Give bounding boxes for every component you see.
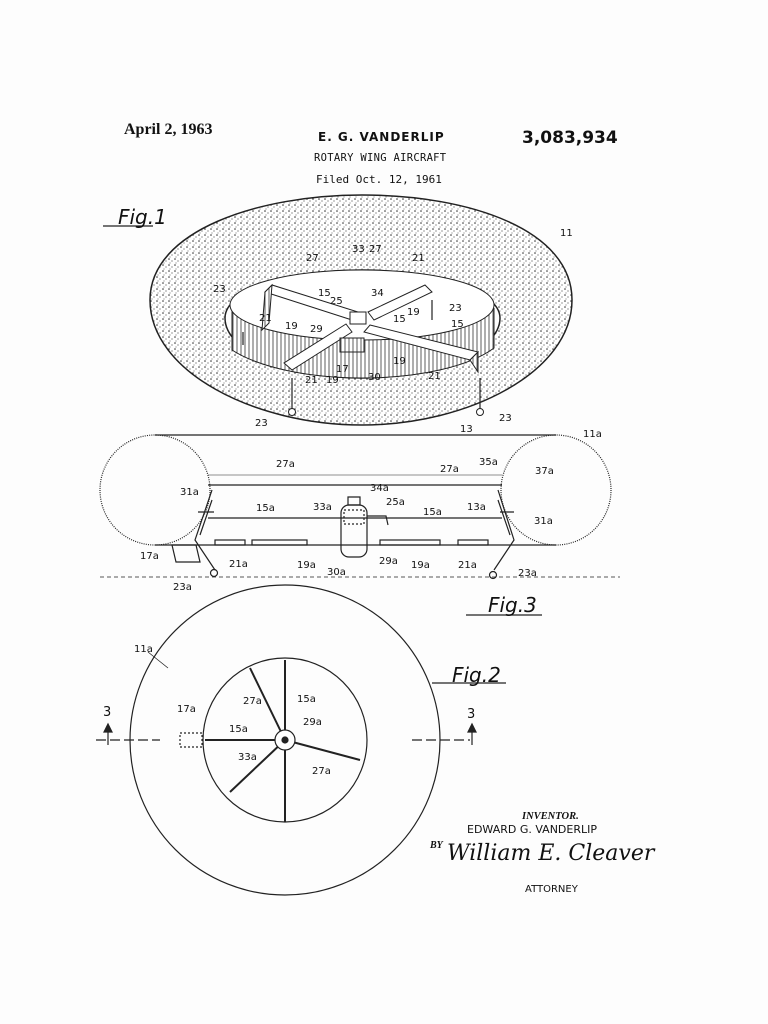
fig2-label: 15a [297,694,316,705]
fig3-label: 34a [370,483,389,494]
fig1-label: 21 [428,371,441,382]
fig1-label: 15 [318,288,331,299]
fig3-label: 27a [276,459,295,470]
fig1-label: 27 [306,253,319,264]
fig2-label: 29a [303,717,322,728]
fig1-label: 11 [560,228,573,239]
attorney-label: ATTORNEY [525,884,578,895]
fig3-label: 37a [535,466,554,477]
fig-3-label: Fig.3 [488,593,537,617]
fig3-label: 15a [423,507,442,518]
fig3-label: 30a [327,567,346,578]
fig3-label: 31a [534,516,553,527]
fig1-label: 17 [336,364,349,375]
section-line-label: 3 [103,705,112,720]
fig1-label: 33 [352,244,365,255]
fig1-label: 15 [451,319,464,330]
fig1-label: 29 [310,324,323,335]
fig3-label: 35a [479,457,498,468]
figure-2-drawing [96,585,506,895]
fig1-label: 21 [305,375,318,386]
filed-date: Filed Oct. 12, 1961 [316,173,442,186]
fig-1-label: Fig.1 [118,205,167,229]
fig2-label: 17a [177,704,196,715]
fig3-label: 23a [518,568,537,579]
fig3-label: 19a [297,560,316,571]
fig3-label: 13a [467,502,486,513]
section-line-label: 3 [467,707,476,722]
inventor-heading: INVENTOR. [522,811,579,822]
fig2-label: 33a [238,752,257,763]
fig3-label: 21a [229,559,248,570]
fig3-label: 15a [256,503,275,514]
fig1-label: 27 [369,244,382,255]
inventor-full-name: EDWARD G. VANDERLIP [467,823,597,836]
by-label: BY [430,840,443,851]
fig1-label: 23 [255,418,268,429]
fig1-label: 34 [371,288,384,299]
fig3-label: 25a [386,497,405,508]
fig3-label: 27a [440,464,459,475]
fig3-label: 31a [180,487,199,498]
attorney-signature: William E. Cleaver [447,841,655,866]
fig1-label: 13 [460,424,473,435]
fig1-label: 19 [285,321,298,332]
fig2-label: 27a [312,766,331,777]
fig1-label: 25 [330,296,343,307]
fig1-label: 30 [368,372,381,383]
patent-title: ROTARY WING AIRCRAFT [314,152,447,164]
fig2-label: 11a [134,644,153,655]
fig3-label: 29a [379,556,398,567]
patent-number: 3,083,934 [522,128,618,148]
fig2-label: 15a [229,724,248,735]
figure-1-drawing [150,195,572,425]
fig3-label: 17a [140,551,159,562]
fig-2-label: Fig.2 [452,663,501,687]
fig1-label: 15 [393,314,406,325]
fig1-label: 23 [213,284,226,295]
fig1-label: 19 [407,307,420,318]
fig1-label: 23 [499,413,512,424]
patent-date: April 2, 1963 [124,121,213,138]
fig3-label: 33a [313,502,332,513]
fig1-label: 23 [449,303,462,314]
inventor-short-name: E. G. VANDERLIP [318,130,445,144]
fig3-label: 23a [173,582,192,593]
fig1-label: 19 [326,375,339,386]
fig1-label: 19 [393,356,406,367]
fig1-label: 21 [259,313,272,324]
fig3-label: 19a [411,560,430,571]
fig3-label: 11a [583,429,602,440]
fig1-label: 21 [412,253,425,264]
fig3-label: 21a [458,560,477,571]
figure-3-labels [140,429,602,593]
fig2-label: 27a [243,696,262,707]
